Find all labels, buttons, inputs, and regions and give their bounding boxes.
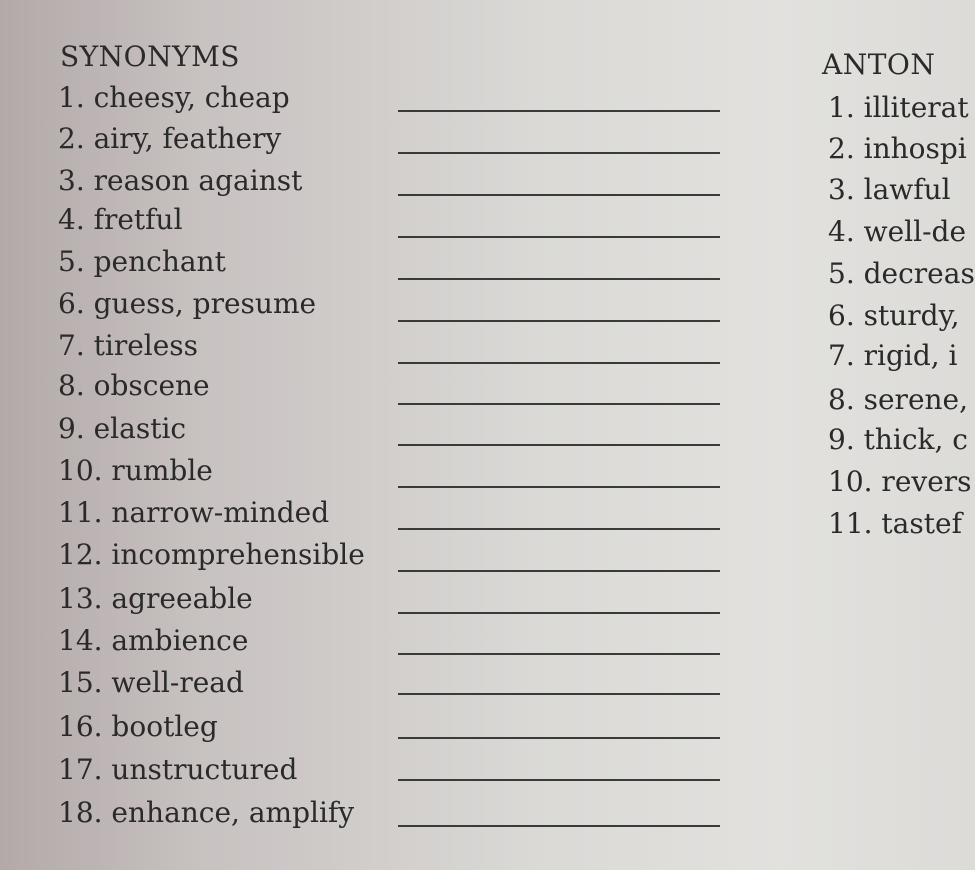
answer-blank[interactable] [398, 278, 720, 280]
synonym-item: 12. incomprehensible [58, 538, 365, 571]
answer-blank[interactable] [398, 737, 720, 739]
answer-blank[interactable] [398, 528, 720, 530]
antonym-item: 7. rigid, i [828, 339, 958, 372]
antonym-item: 6. sturdy, [828, 299, 960, 332]
synonym-item: 1. cheesy, cheap [58, 81, 290, 114]
answer-blank[interactable] [398, 194, 720, 196]
antonym-item: 11. tastef [828, 507, 962, 540]
synonym-item: 2. airy, feathery [58, 122, 282, 155]
antonym-item: 5. decreas [828, 257, 975, 290]
answer-blank[interactable] [398, 825, 720, 827]
synonym-item: 3. reason against [58, 164, 303, 197]
synonym-item: 9. elastic [58, 412, 187, 445]
answer-blank[interactable] [398, 236, 720, 238]
answer-blank[interactable] [398, 152, 720, 154]
synonym-item: 16. bootleg [58, 710, 218, 743]
antonym-item: 1. illiterat [828, 91, 969, 124]
synonym-item: 11. narrow-minded [58, 496, 330, 529]
synonyms-header: SYNONYMS [60, 40, 240, 73]
answer-blank[interactable] [398, 653, 720, 655]
synonym-item: 4. fretful [58, 203, 183, 236]
answer-blank[interactable] [398, 570, 720, 572]
antonym-item: 3. lawful [828, 173, 951, 206]
antonym-item: 10. revers [828, 465, 972, 498]
answer-blank[interactable] [398, 693, 720, 695]
synonym-item: 5. penchant [58, 245, 226, 278]
synonym-item: 13. agreeable [58, 582, 253, 615]
synonym-item: 6. guess, presume [58, 287, 317, 320]
antonym-item: 4. well-de [828, 215, 967, 248]
answer-blank[interactable] [398, 362, 720, 364]
answer-blank[interactable] [398, 779, 720, 781]
answer-blank[interactable] [398, 320, 720, 322]
synonym-item: 18. enhance, amplify [58, 796, 355, 829]
antonyms-header: ANTON [822, 48, 936, 81]
antonym-item: 8. serene, [828, 383, 969, 416]
synonym-item: 14. ambience [58, 624, 249, 657]
synonym-item: 15. well-read [58, 666, 244, 699]
answer-blank[interactable] [398, 612, 720, 614]
synonym-item: 8. obscene [58, 369, 210, 402]
answer-blank[interactable] [398, 403, 720, 405]
synonym-item: 10. rumble [58, 454, 213, 487]
answer-blank[interactable] [398, 444, 720, 446]
antonym-item: 2. inhospi [828, 132, 967, 165]
answer-blank[interactable] [398, 486, 720, 488]
answer-blank[interactable] [398, 110, 720, 112]
synonym-item: 7. tireless [58, 329, 199, 362]
antonym-item: 9. thick, c [828, 423, 968, 456]
synonym-item: 17. unstructured [58, 753, 298, 786]
